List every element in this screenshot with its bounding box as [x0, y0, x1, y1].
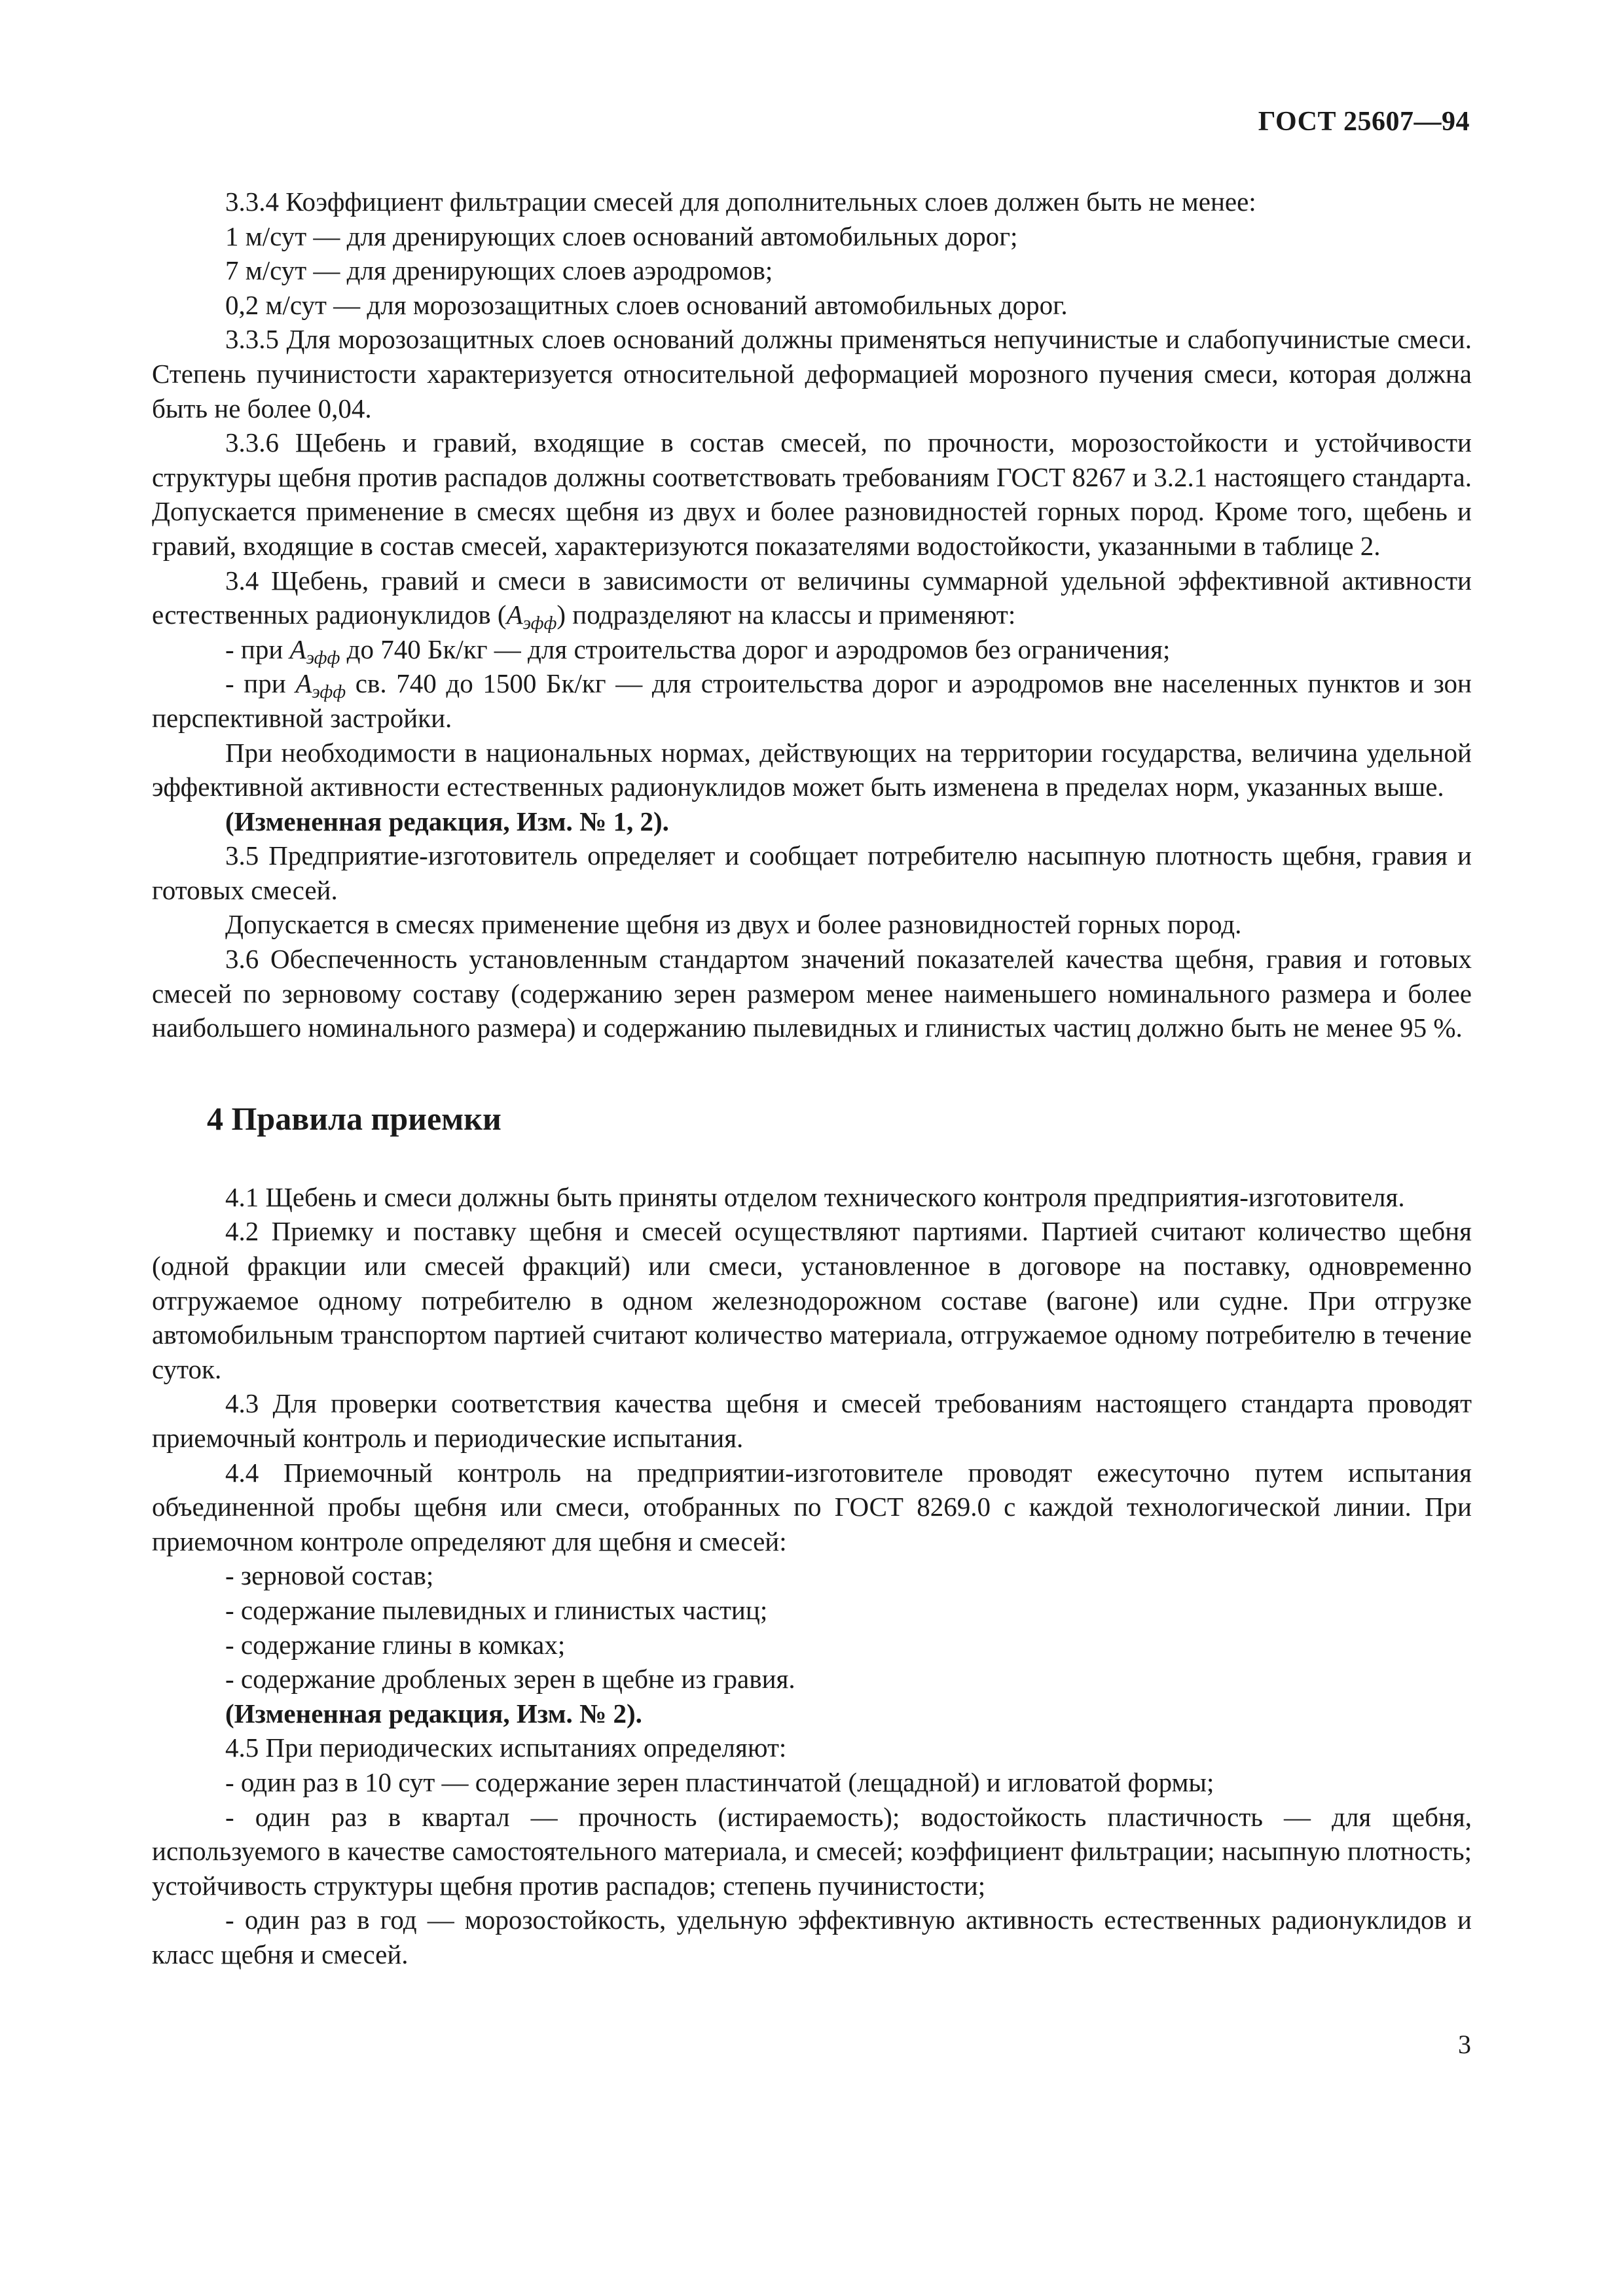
text-run: ) подразделяют на классы и применяют:: [556, 600, 1016, 630]
list-item: - содержание глины в комках;: [225, 1629, 566, 1660]
paragraph-3-3-6: 3.3.6 Щебень и гравий, входящие в состав смесей, по прочности, морозостойкости и устойчивости структуры щебня против распадов должны соответствовать требованиям ГОСТ 8267 и 3.2.1 настоящего стандарта. Допускается применение в смесях щебня из двух и более разновидностей горных пород. Кроме того, щебень и гравий, входящие в состав смесей, характеризуются показателями водостойкости, указанными в таблице 2.: [152, 427, 1472, 561]
paragraph-3-3-5: 3.3.5 Для морозозащитных слоев оснований должны применяться непучинистые и слабопучинистые смеси. Степень пучинистости характеризуется относительной деформацией морозного пучения смеси, которая должна быть не более 0,04.: [152, 324, 1472, 423]
edition-note: (Измененная редакция, Изм. № 1, 2).: [225, 806, 669, 836]
text-run: 3.4 Щебень, гравий и смеси в зависимости от величины суммарной удельной эффективной активности естественных радионуклидов (: [152, 565, 1472, 630]
paragraph-3-5: 3.5 Предприятие-изготовитель определяет и сообщает потребителю насыпную плотность щебня, гравия и готовых смесей.: [152, 840, 1472, 905]
section-heading: 4 Правила приемки: [207, 1100, 501, 1137]
edition-note: (Измененная редакция, Изм. № 2).: [225, 1698, 642, 1729]
a-eff-symbol: $A_{эфф}$: [506, 600, 557, 634]
list-item: [152, 666, 1472, 735]
text-run: - при: [225, 668, 296, 699]
document-header: ГОСТ 25607—94: [1258, 107, 1470, 137]
paragraph-4-4: 4.4 Приемочный контроль на предприятии-изготовителе проводят ежесуточно путем испытания объединенной пробы щебня или смеси, отобранных по ГОСТ 8269.0 с каждой технологической линии. При приемочном контроле определяют для щебня и смесей:: [152, 1457, 1472, 1556]
list-item: - зерновой состав;: [225, 1560, 434, 1591]
paragraph-4-1: 4.1 Щебень и смеси должны быть приняты отделом технического контроля предприятия-изготовителя.: [225, 1181, 1405, 1212]
paragraph-3-3-4: 3.3.4 Коэффициент фильтрации смесей для дополнительных слоев должен быть не менее:: [225, 187, 1256, 217]
a-eff-subscript: эфф: [306, 647, 340, 668]
list-item: - один раз в квартал — прочность (истираемость); водостойкость пластичность — для щебня, используемого в качестве самостоятельного материала, и смесей; коэффициент фильтрации; насыпную плотность; устойчивость структуры щебня против распадов; степень пучинистости;: [152, 1801, 1472, 1901]
page-number: 3: [1458, 2030, 1471, 2059]
paragraph-3-6: 3.6 Обеспеченность установленным стандартом значений показателей качества щебня, гравия и готовых смесей по зерновому составу (содержанию зерен размером менее наименьшего номинального размера и более наибольшего номинального размера) и содержанию пылевидных и глинистых частиц должно быть не менее 95 %.: [152, 944, 1472, 1043]
document-body: [152, 185, 1472, 1972]
a-eff-subscript: эфф: [522, 613, 557, 634]
text-run: до 740 Бк/кг — для строительства дорог и аэродромов без ограничения;: [340, 634, 1171, 664]
list-item: 0,2 м/сут — для морозозащитных слоев оснований автомобильных дорог.: [225, 289, 1068, 320]
text-run: - при: [225, 634, 290, 664]
list-item: 1 м/сут — для дренирующих слоев оснований автомобильных дорог;: [225, 221, 1018, 251]
list-item: - один раз в год — морозостойкость, удельную эффективную активность естественных радионуклидов и класс щебня и смесей.: [152, 1905, 1472, 1969]
paragraph-3-4-note: При необходимости в национальных нормах, действующих на территории государства, величина удельной эффективной активности естественных радионуклидов может быть изменена в пределах норм, указанных выше.: [152, 737, 1472, 802]
paragraph-4-2: 4.2 Приемку и поставку щебня и смесей осуществляют партиями. Партией считают количество щебня (одной фракции или смесей фракций) или смеси, установленное в договоре на поставку, одновременно отгружаемое одному потребителю в одном железнодорожном составе (вагоне) или судне. При отгрузке автомобильным транспортом партией считают количество материала, отгружаемое одному потребителю в течение суток.: [152, 1216, 1472, 1384]
paragraph-4-3: 4.3 Для проверки соответствия качества щебня и смесей требованиям настоящего стандарта проводят приемочный контроль и периодические испытания.: [152, 1388, 1472, 1453]
text-run: св. 740 до 1500 Бк/кг — для строительства дорог и аэродромов вне населенных пунктов и зон перспективной застройки.: [152, 668, 1472, 733]
list-item: 7 м/сут — для дренирующих слоев аэродромов;: [225, 255, 773, 286]
list-item: [152, 632, 1472, 667]
a-eff-symbol: $A_{эфф}$: [295, 668, 346, 703]
paragraph-4-5: 4.5 При периодических испытаниях определяют:: [225, 1732, 787, 1763]
a-eff-subscript: эфф: [312, 682, 346, 703]
a-eff-symbol: $A_{эфф}$: [289, 634, 340, 668]
list-item: - один раз в 10 сут — содержание зерен пластинчатой (лещадной) и игловатой формы;: [225, 1767, 1214, 1797]
list-item: - содержание пылевидных и глинистых частиц;: [225, 1594, 768, 1625]
paragraph-3-5-note: Допускается в смесях применение щебня из двух и более разновидностей горных пород.: [225, 909, 1242, 940]
list-item: - содержание дробленых зерен в щебне из гравия.: [225, 1664, 795, 1695]
paragraph-3-4: [152, 564, 1472, 632]
